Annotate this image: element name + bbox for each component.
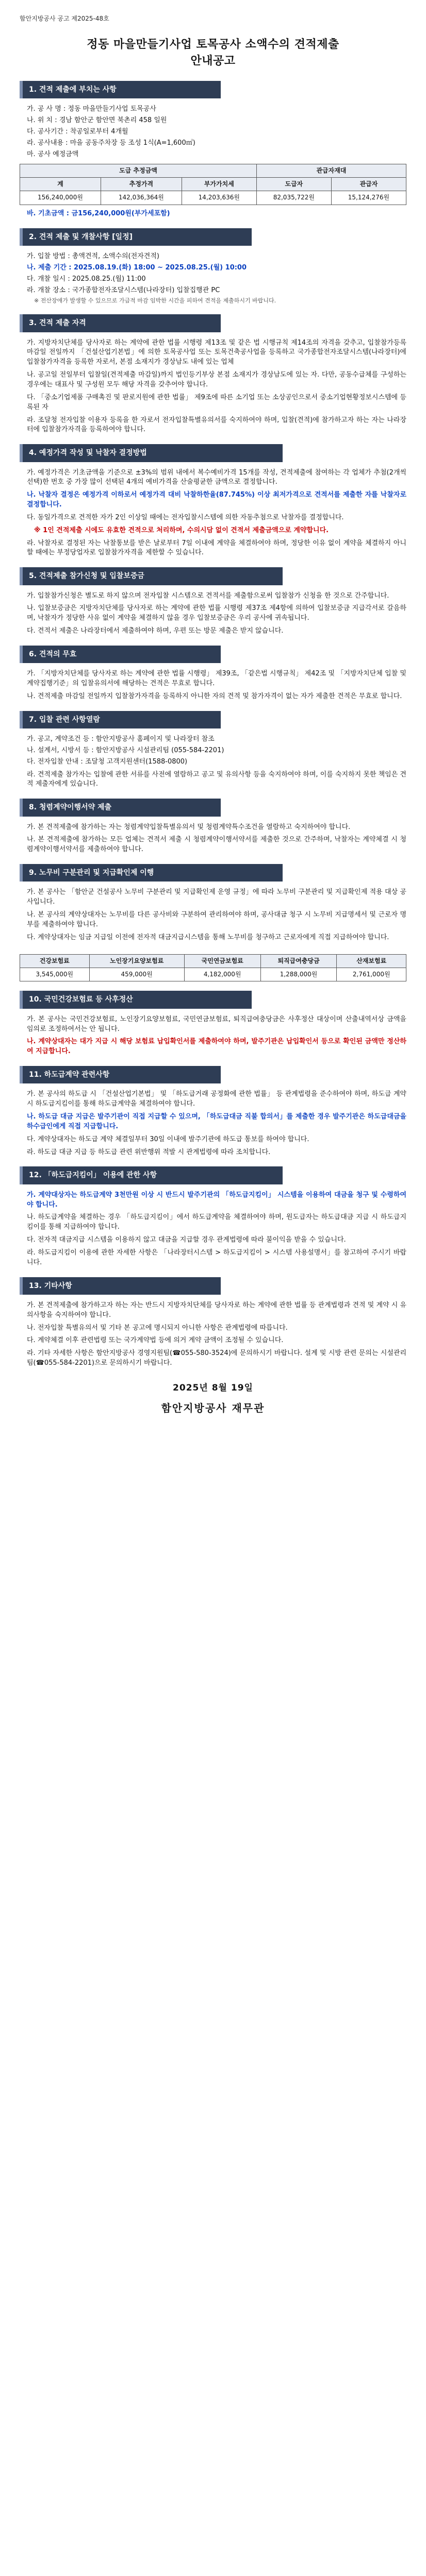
s12-para-4: 라. 하도급지킴이 이용에 관한 자세한 사항은 「나라장터시스템 > 하도급지킴이 > 시스템 사용설명서」를 참고하여 주시기 바랍니다. (27, 1248, 406, 1266)
fee-value-2: 459,000원 (89, 968, 184, 981)
s13-para-2: 나. 전자입찰 특별유의서 및 기타 본 공고에 명시되지 아니한 사항은 관계법령에 따릅니다. (27, 1324, 288, 1332)
s12-para-1: 가. 계약대상자는 하도급계약 3천만원 이상 시 반드시 발주기관의 「하도급지킴이」 시스템을 이용하여 대금을 청구 및 수령하여야 합니다. (27, 1191, 406, 1209)
s13-para-1: 가. 본 견적제출에 참가하고자 하는 자는 반드시 지방자치단체를 당사자로 하는 계약에 관한 법률 등 관계법령과 견적 및 계약 시 유의사항을 숙지하여야 합니다. (27, 1301, 406, 1319)
s13-para-4: 라. 기타 자세한 사항은 함안지방공사 경영지원팀(☎055-580-3524)에 문의하시기 바랍니다. 설계 및 시방 관련 문의는 시설관리팀(☎055-584-2201)으로 문의하시기 바랍니다. (27, 1349, 406, 1367)
fee-value-1: 3,545,000원 (20, 968, 90, 981)
s2-item-3: 다. 개찰 일시 : 2025.08.25.(월) 11:00 (27, 275, 146, 283)
s3-para-4: 라. 조달청 전자입찰 이용자 등록을 한 자로서 전자입찰특별유의서를 숙지하여야 하며, 입찰(견적)에 참가하고자 하는 자는 나라장터에 입찰참가자격을 등록하여야 합니다. (27, 416, 406, 434)
val-gov: 15,124,276원 (331, 191, 406, 205)
fee-header-3: 국민연금보험료 (184, 954, 260, 968)
s3-para-2: 나. 공고일 전일부터 입찰일(견적제출 마감일)까지 법인등기부상 본점 소재지가 경상남도에 있는 자. 다만, 공동수급체를 구성하는 경우에는 대표사 및 구성원 모두 해당 자격을 갖추어야 합니다. (27, 371, 406, 388)
val-supply: 142,036,364원 (101, 191, 182, 205)
section-2-header: 2. 견적 제출 및 개찰사항 [일정] (20, 228, 252, 246)
estimate-group-header: 도급 추정금액 (20, 164, 257, 177)
section-13-header: 13. 기타사항 (20, 1277, 221, 1295)
fee-value-5: 2,761,000원 (337, 968, 406, 981)
s7-item-1: 가. 공고, 계약조건 등 : 함안지방공사 홈페이지 및 나라장터 참조 (27, 735, 215, 743)
issuing-agency: 함안지방공사 재무관 (161, 1401, 265, 1414)
s1-item-2: 나. 위 치 : 경남 함안군 함안면 북촌리 458 일원 (27, 116, 167, 125)
s2-item-4: 라. 개찰 장소 : 국가종합전자조달시스템(나라장터) 입찰집행관 PC (27, 286, 220, 294)
s5-para-1: 가. 입찰참가신청은 별도로 하지 않으며 전자입찰 시스템으로 견적서를 제출함으로써 입찰참가 신청을 한 것으로 간주합니다. (27, 591, 389, 600)
s2-item-1: 가. 입찰 방법 : 총액견적, 소액수의(전자견적) (27, 252, 159, 260)
notice-number: 함안지방공사 공고 제2025-48호 (20, 15, 109, 22)
notice-date: 2025년 8월 19일 (173, 1382, 253, 1393)
s4-para-2: 나. 낙찰자 결정은 예정가격 이하로서 예정가격 대비 낙찰하한율(87.745%) 이상 최저가격으로 견적서를 제출한 자를 낙찰자로 결정합니다. (27, 491, 406, 509)
s7-item-3: 다. 전자입찰 안내 : 조달청 고객지원센터(1588-0800) (27, 757, 188, 766)
section-12-header: 12. 「하도급지킴이」 이용에 관한 사항 (20, 1166, 283, 1184)
title-line-2: 안내공고 (190, 55, 236, 68)
estimate-table (20, 164, 406, 205)
s6-para-1: 가. 「지방자치단체를 당사자로 하는 계약에 관한 법률 시행령」 제39조, 「같은법 시행규칙」 제42조 및 「지방자치단체 입찰 및 계약집행기준」의 입찰유의서에 해당하는 견적은 무효로 합니다. (27, 670, 406, 688)
s11-para-4: 라. 하도급 대금 지급 등 하도급 관련 위반행위 적발 시 관계법령에 따라 조치합니다. (27, 1148, 271, 1156)
s3-para-1: 가. 지방자치단체를 당사자로 하는 계약에 관한 법률 시행령 제13조 및 같은 법 시행규칙 제14조의 자격을 갖추고, 입찰참가등록 마감일 전일까지 「건설산업기본법」에 의한 토목공사업 또는 토목건축공사업을 등록하고 국가종합전자조달시스템(나라장터)에 입찰참가자격을 등록한 자로서, 본점 소재지가 경상남도 내에 있는 업체 (27, 338, 406, 366)
fee-header-1: 건강보험료 (20, 954, 90, 968)
val-vat: 14,203,636원 (182, 191, 256, 205)
s11-para-3: 다. 계약상대자는 하도급 계약 체결일부터 30일 이내에 발주기관에 하도급 통보를 하여야 합니다. (27, 1135, 309, 1143)
s7-item-2: 나. 설계서, 시방서 등 : 함안지방공사 시설관리팀 (055-584-2201) (27, 746, 224, 754)
section-8-header: 8. 청렴계약이행서약 제출 (20, 799, 221, 816)
section-6-header: 6. 견적의 무효 (20, 646, 221, 663)
col-gov: 관급자 (331, 178, 406, 191)
s9-para-3: 다. 계약상대자는 임금 지급일 이전에 전자적 대금지급시스템을 통해 노무비를 청구하고 근로자에게 직접 지급하여야 합니다. (27, 933, 389, 941)
s4-para-1: 가. 예정가격은 기초금액을 기준으로 ±3%의 범위 내에서 복수예비가격 15개를 작성, 견적제출에 참여하는 각 업체가 추첨(2개씩 선택)한 번호 중 가장 많이 선택된 4개의 예비가격을 산술평균한 금액으로 결정합니다. (27, 468, 406, 486)
section-5-header: 5. 견적제출 참가신청 및 입찰보증금 (20, 567, 283, 585)
s9-para-1: 가. 본 공사는 「함안군 건설공사 노무비 구분관리 및 지급확인제 운영 규정」에 따라 노무비 구분관리 및 지급확인제 적용 대상 공사입니다. (27, 888, 406, 906)
val-contract: 82,035,722원 (256, 191, 331, 205)
col-vat: 부가가치세 (182, 178, 256, 191)
s4-warning: ※ 1인 견적제출 시에도 유효한 견적으로 처리하며, 수의시담 없이 견적서 제출금액으로 계약합니다. (34, 526, 329, 534)
s1-item-1: 가. 공 사 명 : 정동 마을만들기사업 토목공사 (27, 105, 156, 113)
s12-para-2: 나. 하도급계약을 체결하는 경우 「하도급지킴이」에서 하도급계약을 체결하여야 하며, 원도급자는 하도급대금 지급 시 하도급지킴이를 통해 지급하여야 합니다. (27, 1213, 406, 1231)
insurance-fee-table (20, 954, 406, 982)
s13-para-3: 다. 계약체결 이후 관련법령 또는 국가계약법 등에 의거 계약 금액이 조정될 수 있습니다. (27, 1336, 284, 1345)
section-11-header: 11. 하도급계약 관련사항 (20, 1066, 221, 1083)
s2-item-2: 나. 제출 기간 : 2025.08.19.(화) 18:00 ~ 2025.08.25.(월) 10:00 (27, 263, 247, 272)
section-4-header: 4. 예정가격 작성 및 낙찰자 결정방법 (20, 444, 283, 462)
s7-item-4: 라. 견적제출 참가자는 입찰에 관한 서류를 사전에 열람하고 공고 및 유의사항 등을 숙지하여야 하며, 이를 숙지하지 못한 책임은 견적 제출자에게 있습니다. (27, 770, 406, 788)
s3-para-3: 다. 「중소기업제품 구매촉진 및 판로지원에 관한 법률」 제9조에 따른 소기업 또는 소상공인으로서 중소기업현황정보시스템에 등록된 자 (27, 393, 406, 411)
s8-para-1: 가. 본 견적제출에 참가하는 자는 청렴계약입찰특별유의서 및 청렴계약특수조건을 열람하고 숙지하여야 합니다. (27, 823, 351, 831)
val-total: 156,240,000원 (20, 191, 101, 205)
s11-para-1: 가. 본 공사의 하도급 시 「건설산업기본법」 및 「하도급거래 공정화에 관한 법률」 등 관계법령을 준수하여야 하며, 하도급 계약 시 하도급지킴이를 통해 하도급계약을 체결하여야 합니다. (27, 1090, 406, 1108)
s10-para-2: 나. 계약상대자는 대가 지급 시 해당 보험료 납입확인서를 제출하여야 하며, 발주기관은 납입확인서 등으로 확인된 금액만 정산하여 지급합니다. (27, 1038, 406, 1056)
s6-para-2: 나. 견적제출 마감일 전일까지 입찰참가자격을 등록하지 아니한 자의 견적 및 참가자격이 없는 자가 제출한 견적은 무효로 합니다. (27, 692, 402, 700)
s11-para-2: 나. 하도급 대금 지급은 발주기관이 직접 지급할 수 있으며, 「하도급대금 직불 합의서」를 제출한 경우 발주기관은 하도급대금을 하수급인에게 직접 지급합니다. (27, 1113, 406, 1130)
s1-item-5: 마. 공사 예정금액 (27, 150, 79, 158)
s4-para-3: 다. 동일가격으로 견적한 자가 2인 이상일 때에는 전자입찰시스템에 의한 자동추첨으로 낙찰자를 결정합니다. (27, 513, 344, 521)
s8-para-2: 나. 본 견적제출에 참가하는 모든 업체는 견적서 제출 시 청렴계약이행서약서를 제출한 것으로 간주하며, 낙찰자는 계약체결 시 청렴계약이행서약서를 제출하여야 합니다. (27, 836, 406, 854)
base-amount: 바. 기초금액 : 금156,240,000원(부가세포함) (27, 209, 170, 217)
s1-item-3: 다. 공사기간 : 착공일로부터 4개월 (27, 128, 128, 136)
fee-header-5: 산재보험료 (337, 954, 406, 968)
s9-para-2: 나. 본 공사의 계약상대자는 노무비를 다른 공사비와 구분하여 관리하여야 하며, 공사대금 청구 시 노무비 지급명세서 및 근로자 명부를 제출하여야 합니다. (27, 911, 406, 928)
section-3-header: 3. 견적 제출 자격 (20, 314, 221, 332)
fee-value-4: 1,288,000원 (260, 968, 337, 981)
s4-para-4: 라. 낙찰자로 결정된 자는 낙찰통보를 받은 날로부터 7일 이내에 계약을 체결하여야 하며, 정당한 이유 없이 계약을 체결하지 아니할 때에는 부정당업자로 입찰참가자격을 제한할 수 있습니다. (27, 539, 406, 557)
s5-para-3: 다. 견적서 제출은 나라장터에서 제출하여야 하며, 우편 또는 방문 제출은 받지 않습니다. (27, 627, 284, 635)
section-9-header: 9. 노무비 구분관리 및 지급확인제 이행 (20, 864, 283, 882)
s5-para-2: 나. 입찰보증금은 지방자치단체를 당사자로 하는 계약에 관한 법률 시행령 제37조 제4항에 의하여 입찰보증금 지급각서로 갈음하며, 낙찰자가 정당한 사유 없이 계약을 체결하지 않을 경우 입찰보증금은 우리 공사에 귀속됩니다. (27, 604, 406, 622)
col-contract: 도급자 (256, 178, 331, 191)
col-total: 계 (20, 178, 101, 191)
fee-value-3: 4,182,000원 (184, 968, 260, 981)
s1-item-4: 라. 공사내용 : 마을 공동주차장 등 조성 1식(A=1,600㎡) (27, 139, 195, 147)
s2-note: ※ 전산장애가 발생할 수 있으므로 가급적 마감 임박한 시간을 피하여 견적을 제출하시기 바랍니다. (34, 297, 276, 304)
s12-para-3: 다. 전자적 대금지급 시스템을 이용하지 않고 대금을 지급할 경우 관계법령에 따라 불이익을 받을 수 있습니다. (27, 1236, 346, 1244)
section-1-header: 1. 견적 제출에 부치는 사항 (20, 81, 221, 98)
material-group-header: 관급자재대 (256, 164, 406, 177)
fee-header-4: 퇴직급여충당금 (260, 954, 337, 968)
col-supply: 추정가격 (101, 178, 182, 191)
page-title (20, 37, 406, 70)
fee-header-2: 노인장기요양보험료 (89, 954, 184, 968)
title-line-1: 정동 마을만들기사업 토목공사 소액수의 견적제출 (87, 38, 339, 52)
section-7-header: 7. 입찰 관련 사항열람 (20, 711, 221, 728)
section-10-header: 10. 국민건강보험료 등 사후정산 (20, 991, 252, 1008)
s10-para-1: 가. 본 공사는 국민건강보험료, 노인장기요양보험료, 국민연금보험료, 퇴직급여충당금은 사후정산 대상이며 산출내역서상 금액을 임의로 조정하여서는 안 됩니다. (27, 1015, 406, 1033)
